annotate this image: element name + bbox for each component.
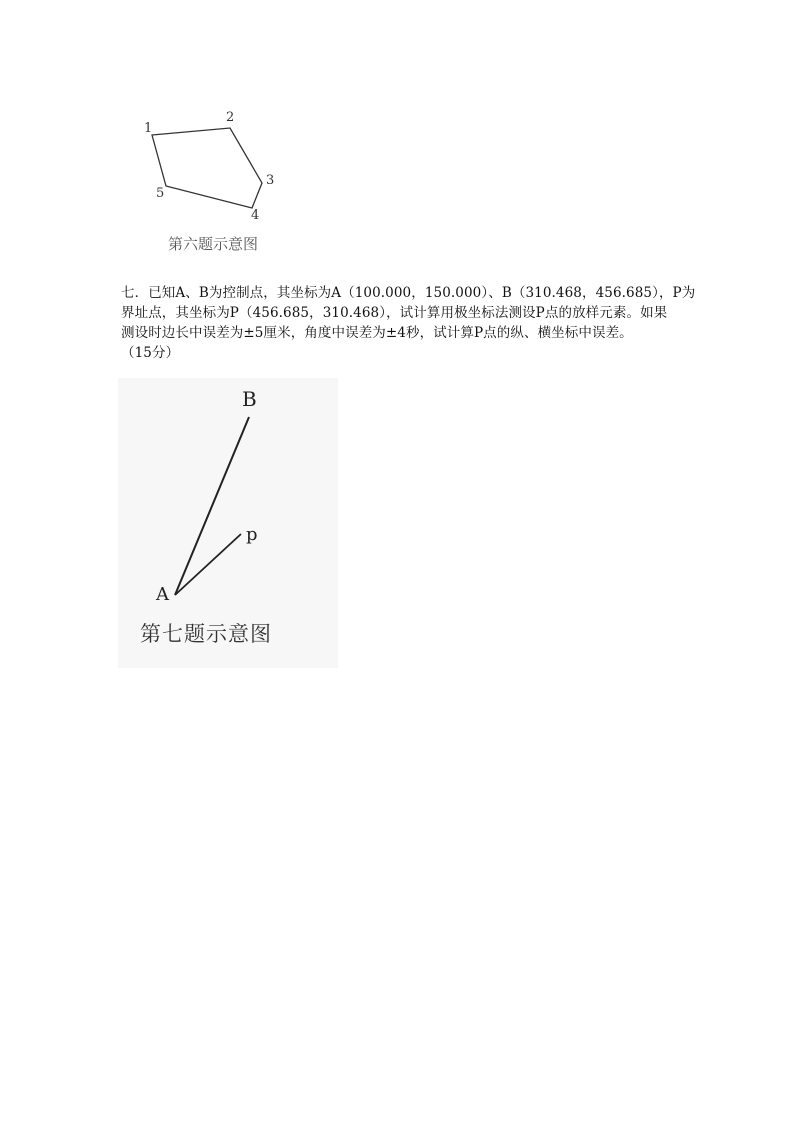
question-line: 七．已知A、B为控制点，其坐标为A（100.000，150.000）、B（310.468，456.685），P为 xyxy=(121,285,696,301)
figure-seven-caption: 第七题示意图 xyxy=(140,622,272,646)
vertex-label-2: 2 xyxy=(226,110,235,125)
pentagon-outline xyxy=(152,128,262,208)
point-label-a: A xyxy=(156,584,169,605)
question-seven xyxy=(121,283,696,363)
vertex-label-5: 5 xyxy=(156,186,165,201)
line-a-b xyxy=(175,417,249,595)
question-line: （15分） xyxy=(121,345,180,361)
point-label-b: B xyxy=(242,387,257,411)
vertex-label-3: 3 xyxy=(266,173,275,188)
figure-seven xyxy=(118,378,338,668)
vertex-label-1: 1 xyxy=(144,121,153,136)
figure-seven-lines xyxy=(118,378,338,618)
vertex-label-4: 4 xyxy=(251,208,260,223)
point-label-p: p xyxy=(246,524,258,545)
figure-six xyxy=(140,100,290,260)
question-line: 测设时边长中误差为±5厘米，角度中误差为±4秒，试计算P点的纵、横坐标中误差。 xyxy=(121,325,633,341)
line-a-p xyxy=(175,534,241,595)
figure-six-polygon xyxy=(140,100,290,230)
figure-six-caption: 第六题示意图 xyxy=(168,235,259,253)
question-line: 界址点，其坐标为P（456.685，310.468），试计算用极坐标法测设P点的放样元素。如果 xyxy=(121,305,668,321)
